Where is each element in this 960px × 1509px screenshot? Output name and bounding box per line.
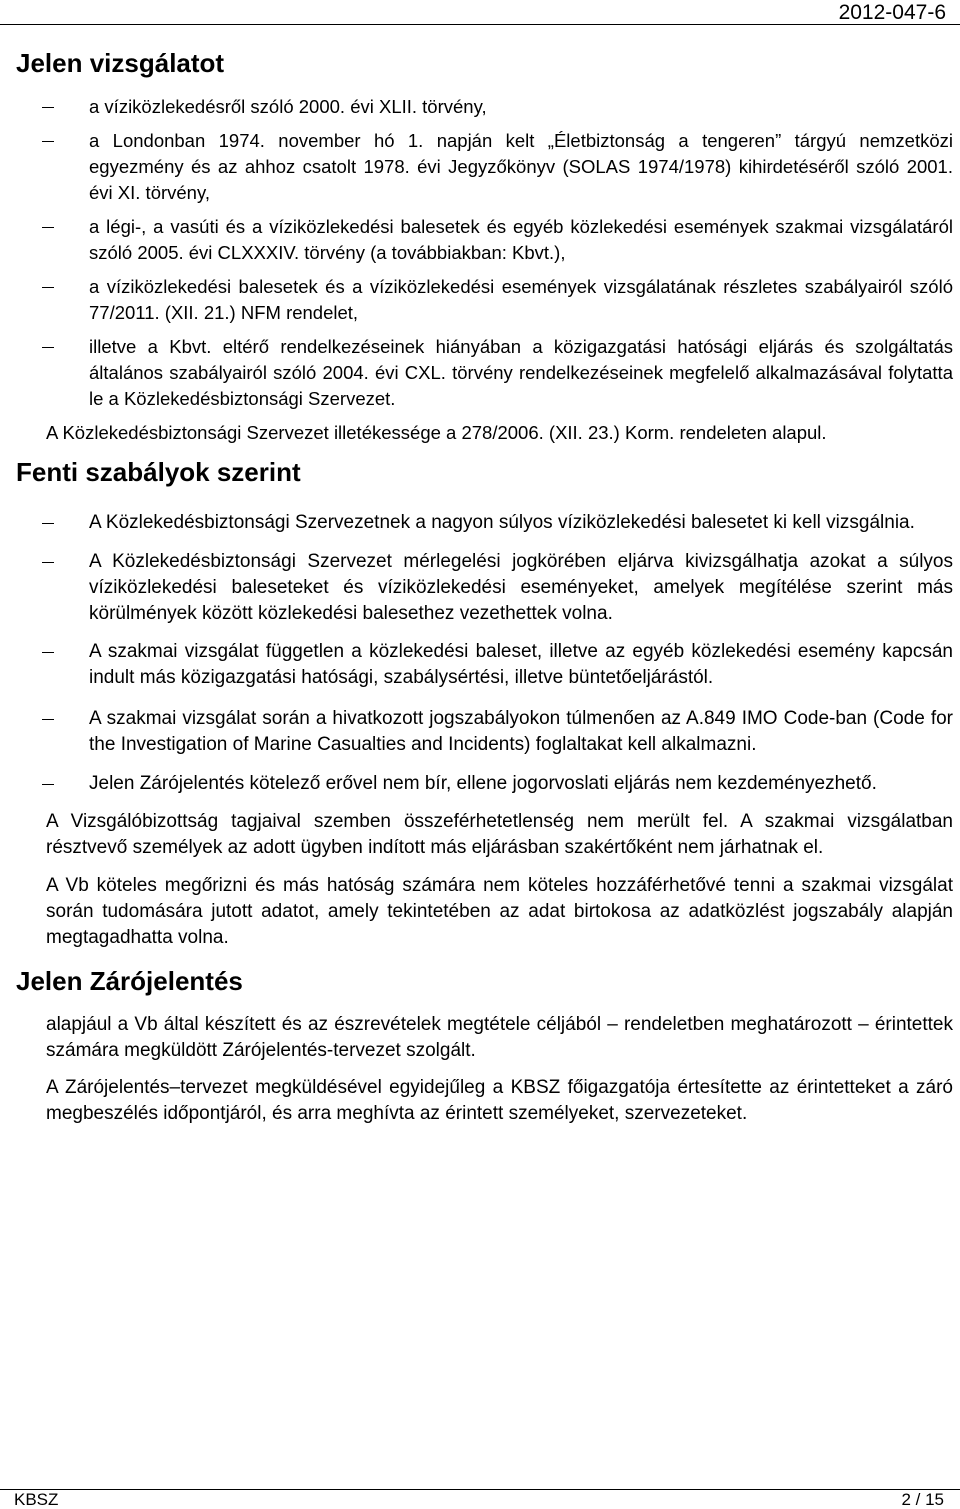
section-heading-fenti-szabalyok: Fenti szabályok szerint <box>16 457 301 487</box>
page-number: 2 / 15 <box>901 1490 944 1509</box>
section-heading-jelen-zarojelentes: Jelen Zárójelentés <box>16 966 243 996</box>
list-item: A Közlekedésbiztonsági Szervezetnek a nagyon súlyos víziközlekedési balesetet ki kell vizsgálnia. <box>16 510 953 536</box>
legal-basis-list <box>16 94 953 412</box>
notification-paragraph: A Zárójelentés–tervezet megküldésével egyidejűleg a KBSZ főigazgatója értesítette az érintetteket a záró megbeszélés időpontjáról, és arra meghívta az érintett személyeket, szervezeteket. <box>46 1077 953 1124</box>
page-content <box>16 45 953 1127</box>
list-item: a légi-, a vasúti és a víziközlekedési balesetek és egyéb közlekedési események szakmai vizsgálatáról szóló 2005. évi CLXXXIV. törvény (a továbbiakban: Kbvt.), <box>16 214 953 266</box>
committee-paragraph: A Vizsgálóbizottság tagjaival szemben összeférhetetlenség nem merült fel. A szakmai vizsgálatban résztvevő személyek az adott ügyben indított más eljárásban szakértőként nem járhatnak el. <box>46 811 953 858</box>
list-item: A szakmai vizsgálat során a hivatkozott jogszabályokon túlmenően az A.849 IMO Code-ban (Code for the Investigation of Marine Casualties and Incidents) foglaltakat kell alkalmazni. <box>16 706 953 758</box>
list-item: A szakmai vizsgálat független a közlekedési baleset, illetve az egyéb közlekedési esemény kapcsán indult más közigazgatási hatósági, szabálysértési, illetve büntetőeljárástól. <box>16 639 953 691</box>
list-item: a víziközlekedésről szóló 2000. évi XLII. törvény, <box>16 94 953 120</box>
footer-rule <box>0 1489 960 1490</box>
document-id: 2012-047-6 <box>838 1 946 24</box>
section-heading-jelen-vizsgalatot: Jelen vizsgálatot <box>16 48 225 78</box>
report-basis-paragraph: alapjául a Vb által készített és az észrevételek megtétele céljából – rendeletben meghatározott – érintettek számára megküldött Zárójelentés-tervezet szolgált. <box>46 1014 953 1061</box>
list-item: illetve a Kbvt. eltérő rendelkezéseinek hiányában a közigazgatási hatósági eljárás és szolgáltatás általános szabályairól szóló 2004. évi CXL. törvény rendelkezéseinek megfelelő alkalmazásával folytatta le a Közlekedésbiztonsági Szervezet. <box>16 334 953 412</box>
confidentiality-paragraph: A Vb köteles megőrizni és más hatóság számára nem köteles hozzáférhetővé tenni a szakmai vizsgálat során tudomására jutott adatot, amely tekintetében az adat birtokosa az adatközlést jogszabály alapján megtagadhatta volna. <box>46 875 953 948</box>
rules-list <box>16 510 953 797</box>
footer-organization: KBSZ <box>14 1490 59 1509</box>
competence-paragraph: A Közlekedésbiztonsági Szervezet illetékessége a 278/2006. (XII. 23.) Korm. rendeleten alapul. <box>46 422 827 443</box>
list-item: a víziközlekedési balesetek és a víziközlekedési események vizsgálatának részletes szabályairól szóló 77/2011. (XII. 21.) NFM rendelet, <box>16 274 953 326</box>
header-rule <box>0 24 960 25</box>
list-item: Jelen Zárójelentés kötelező erővel nem bír, ellene jogorvoslati eljárás nem kezdeményezhető. <box>16 771 953 797</box>
list-item: a Londonban 1974. november hó 1. napján kelt „Életbiztonság a tengeren” tárgyú nemzetközi egyezmény és az ahhoz csatolt 1978. évi Jegyzőkönyv (SOLAS 1974/1978) kihirdetéséről szóló 2001. évi XI. törvény, <box>16 128 953 206</box>
list-item: A Közlekedésbiztonsági Szervezet mérlegelési jogkörében eljárva kivizsgálhatja azokat a súlyos víziközlekedési baleseteket és víziközlekedési eseményeket, amelyek megítélése szerint más körülmények között közlekedési balesethez vezethettek volna. <box>16 549 953 627</box>
